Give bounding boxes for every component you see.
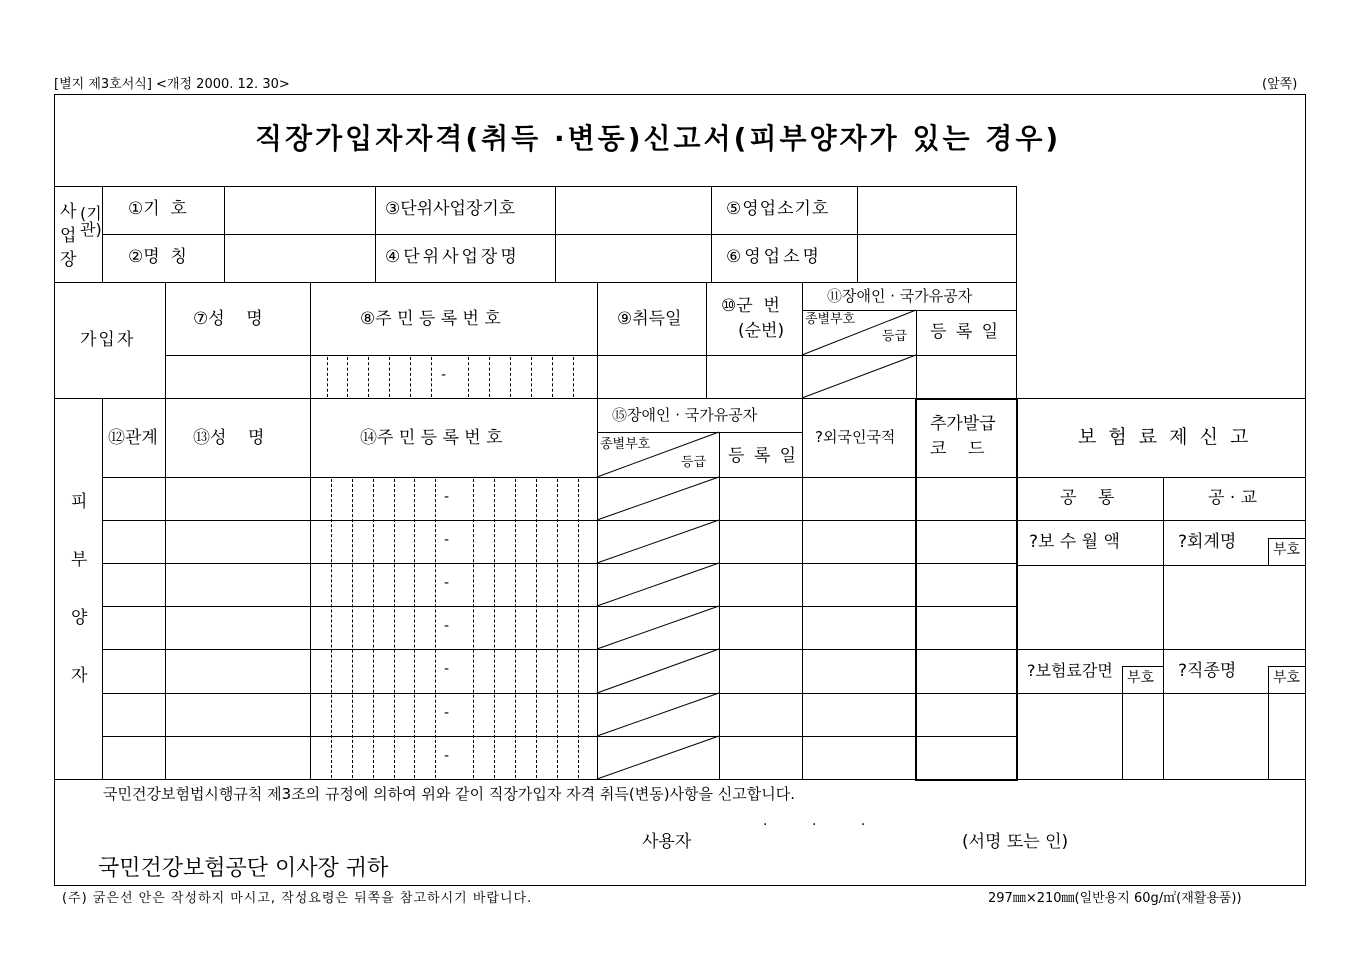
dependent-rrn-dash: -	[444, 661, 450, 677]
unit-code-label: ③단위사업장기호	[385, 199, 516, 219]
salary-field[interactable]	[1018, 567, 1162, 648]
salary-label: ?보 수 월 액	[1029, 532, 1120, 552]
account-field[interactable]	[1165, 567, 1304, 648]
employer-code-label: ①기 호	[128, 199, 187, 219]
subscriber-name-label: ⑦성 명	[193, 309, 263, 329]
subscriber-rrn-dash: -	[441, 367, 447, 383]
dependent-row-7[interactable]	[104, 738, 596, 778]
office-code-field[interactable]	[859, 188, 1015, 233]
job-code-label: 부호	[1273, 670, 1301, 686]
dependent-rrn-dash: -	[444, 489, 450, 505]
form-title: 직장가입자자격(취득 ·변동)신고서(피부양자가 있는 경우)	[255, 122, 1062, 155]
employer-sign-label: 사용자	[642, 832, 692, 852]
declaration-statement: 국민건강보험법시행규칙 제3조의 규정에 의하여 위와 같이 직장가입자 자격 취득(변동)사항을 신고합니다.	[103, 785, 796, 803]
dependent-relation-label: ⑫관계	[108, 428, 158, 448]
extra-issue-label: 추가발급	[930, 414, 996, 434]
dependent-rrn-dash: -	[444, 748, 450, 764]
subscriber-name-field[interactable]	[167, 357, 309, 397]
dependent-grade-label: 등급	[681, 455, 707, 470]
dependent-row-2[interactable]	[104, 522, 596, 562]
employer-name-field[interactable]	[226, 236, 374, 281]
subscriber-rrn-field[interactable]	[312, 357, 596, 397]
account-label: ?회계명	[1178, 532, 1237, 552]
subscriber-reg-date-label: 등 록 일	[930, 322, 1001, 342]
job-field[interactable]	[1165, 695, 1267, 778]
premium-public-label: 공 · 교	[1208, 488, 1258, 508]
account-code-label: 부호	[1273, 542, 1301, 558]
office-name-field[interactable]	[859, 236, 1015, 281]
subscriber-rrn-label: ⑧주 민 등 록 번 호	[360, 309, 501, 329]
job-label: ?직종명	[1178, 661, 1237, 681]
dependents-char-4: 자	[71, 666, 88, 686]
subscriber-reg-date-field[interactable]	[918, 357, 1015, 397]
subscriber-section-label: 가입자	[80, 330, 136, 350]
signature-field[interactable]	[710, 828, 955, 854]
dependent-rrn-label: ⑭주 민 등 록 번 호	[360, 428, 503, 448]
reduction-code-label: 부호	[1127, 670, 1155, 686]
dependents-char-3: 양	[71, 608, 88, 628]
military-seq-label: (순번)	[738, 321, 785, 341]
dependent-type-code-label: 종별부호	[600, 437, 651, 452]
dependent-rrn-dash: -	[444, 618, 450, 634]
office-code-label: ⑤영업소기호	[726, 199, 830, 219]
dependent-row-5[interactable]	[104, 651, 596, 691]
reduction-label: ?보험료감면	[1027, 661, 1113, 680]
foreign-nationality-label: ?외국인국적	[815, 428, 896, 446]
acquisition-date-label: ⑨취득일	[617, 309, 682, 329]
subscriber-type-code-label: 종별부호	[805, 312, 856, 327]
sign-or-seal-label: (서명 또는 인)	[962, 832, 1069, 852]
subscriber-grade-label: 등급	[882, 329, 908, 344]
dependents-char-2: 부	[71, 550, 88, 570]
military-no-label: ⑩군 번	[721, 296, 780, 316]
employer-section-sublabel: (기관)	[80, 204, 102, 239]
dependent-name-label: ⑬성 명	[193, 428, 265, 448]
dependent-disabled-label: ⑮장애인 · 국가유공자	[612, 406, 758, 424]
subscriber-military-field[interactable]	[708, 357, 801, 397]
extra-code-label: 코 드	[930, 439, 985, 459]
page-side: (앞쪽)	[1262, 77, 1298, 92]
dependent-reg-date-label: 등 록 일	[728, 446, 799, 466]
premium-title: 보 험 료 제 신 고	[1078, 426, 1252, 448]
dependent-rrn-dash: -	[444, 705, 450, 721]
dependent-row-1[interactable]	[104, 479, 596, 519]
footer-note: (주) 굵은선 안은 작성하지 마시고, 작성요령은 뒤쪽을 참고하시기 바랍니다.	[62, 891, 533, 906]
dependent-row-6[interactable]	[104, 695, 596, 735]
dependents-char-1: 피	[71, 492, 88, 512]
dependent-row-4[interactable]	[104, 608, 596, 648]
employer-code-field[interactable]	[226, 188, 374, 233]
employer-section-label: 사업장	[60, 202, 77, 270]
date-dots: . . .	[763, 813, 866, 829]
reduction-field[interactable]	[1018, 695, 1121, 778]
subscriber-disabled-label: ⑪장애인 · 국가유공자	[827, 287, 973, 305]
unit-code-field[interactable]	[557, 188, 710, 233]
subscriber-acq-date-field[interactable]	[599, 357, 705, 397]
premium-common-label: 공 통	[1060, 488, 1115, 508]
addressee: 국민건강보험공단 이사장 귀하	[98, 856, 389, 881]
dependent-row-3[interactable]	[104, 565, 596, 605]
paper-spec: 297㎜×210㎜(일반용지 60g/㎡(재활용품))	[988, 891, 1242, 906]
form-number: [별지 제3호서식] <개정 2000. 12. 30>	[54, 77, 290, 92]
employer-name-label: ②명 칭	[128, 247, 187, 267]
dependent-rrn-dash: -	[444, 575, 450, 591]
office-name-label: ⑥영업소명	[726, 247, 822, 267]
unit-name-label: ④단위사업장명	[385, 247, 520, 267]
dependent-rrn-dash: -	[444, 532, 450, 548]
unit-name-field[interactable]	[557, 236, 710, 281]
